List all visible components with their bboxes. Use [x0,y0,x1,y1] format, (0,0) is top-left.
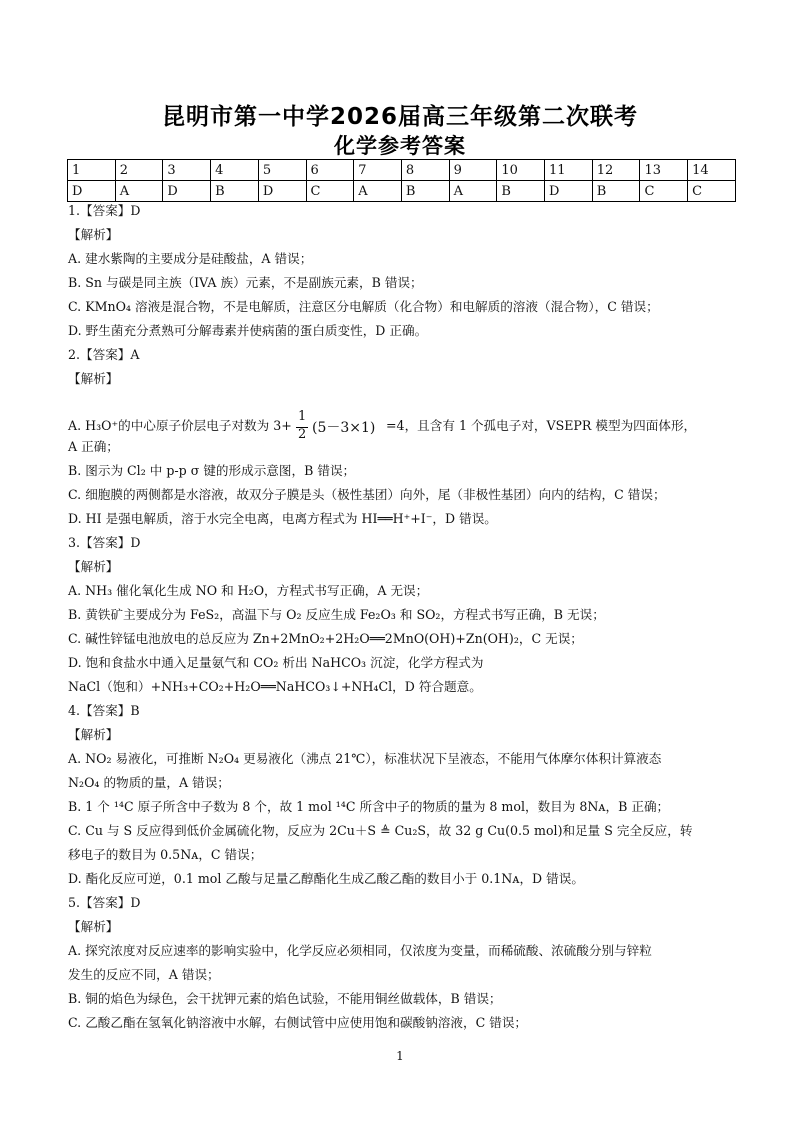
explanation-line: C. 乙酸乙酯在氢氧化钠溶液中水解，右侧试管中应使用饱和碳酸钠溶液，C 错误； [68,1015,528,1030]
analysis-label: 【解析】 [68,227,119,242]
explanation-line: A. 建水紫陶的主要成分是硅酸盐，A 错误； [68,251,313,266]
explanation-line: A 正确； [68,439,119,454]
answer-table-answer-row [68,181,736,202]
question-number-cell: 14 [688,160,736,181]
answer-cell: C [688,181,736,202]
answer-heading: 3.【答案】D [68,535,141,550]
answer-cell: C [640,181,688,202]
answer-cell: B [211,181,259,202]
explanation-line: A. NO₂ 易液化，可推断 N₂O₄ 更易液化（沸点 21℃），标准状况下呈液态，不能用气体摩尔体积计算液态 [68,751,662,766]
explanation-line: D. 饱和食盐水中通入足量氨气和 CO₂ 析出 NaHCO₃ 沉淀，化学方程式为 [68,655,484,670]
question-number-cell: 10 [497,160,545,181]
explanation-line: C. KMnO₄ 溶液是混合物，不是电解质，注意区分电解质（化合物）和电解质的溶液（混合物），C 错误； [68,299,659,314]
explanation-line: C. 碱性锌锰电池放电的总反应为 Zn+2MnO₂+2H₂O══2MnO(OH)+Zn(OH)₂，C 无误； [68,631,583,646]
fraction-numerator: 1 [298,409,307,424]
explanation-line: B. 1 个 ¹⁴C 原子所含中子数为 8 个，故 1 mol ¹⁴C 所含中子的物质的量为 8 mol，数目为 8Nᴀ，B 正确； [68,799,670,814]
fraction-denominator: 2 [298,427,307,442]
page-subtitle: 化学参考答案 [334,134,466,158]
question-number-cell: 1 [68,160,116,181]
explanation-line: C. Cu 与 S 反应得到低价金属硫化物，反应为 2Cu＋S ≜ Cu₂S，故 32 g Cu(0.5 mol)和足量 S 完全反应，转 [68,823,693,838]
answer-cell: B [497,181,545,202]
explanation-line: NaCl（饱和）+NH₃+CO₂+H₂O══NaHCO₃↓+NH₄Cl，D 符合题意。 [68,679,482,694]
explanation-line: 移电子的数目为 0.5Nᴀ，C 错误； [68,847,263,862]
question-number-cell: 2 [115,160,163,181]
answer-heading: 1.【答案】D [68,203,141,218]
question-number-cell: 5 [258,160,306,181]
answer-cell: D [68,181,116,202]
analysis-label: 【解析】 [68,559,119,574]
answer-cell: A [354,181,402,202]
explanation-line: B. Sn 与碳是同主族（IVA 族）元素，不是副族元素，B 错误； [68,275,423,290]
explanation-line: 发生的反应不同，A 错误； [68,967,220,982]
question-number-cell: 13 [640,160,688,181]
question-number-cell: 12 [592,160,640,181]
question-number-cell: 7 [354,160,402,181]
explanation-line: D. HI 是强电解质，溶于水完全电离，电离方程式为 HI══H⁺+I⁻，D 错误。 [68,511,497,526]
page-number: 1 [396,1049,404,1063]
analysis-label: 【解析】 [68,727,119,742]
answer-cell: B [401,181,449,202]
question-number-cell: 6 [306,160,354,181]
page-title: 昆明市第一中学2026届高三年级第二次联考 [161,104,638,130]
answer-cell: D [545,181,593,202]
answer-cell: C [306,181,354,202]
answer-cell: A [449,181,497,202]
answer-table [67,159,736,202]
explanation-line: N₂O₄ 的物质的量，A 错误； [68,775,230,790]
explanation-line: B. 铜的焰色为绿色，会干扰钾元素的焰色试验，不能用铜丝做载体，B 错误； [68,991,502,1006]
explanation-line: A. NH₃ 催化氧化生成 NO 和 H₂O，方程式书写正确，A 无误； [68,583,429,598]
question-number-cell: 8 [401,160,449,181]
analysis-label: 【解析】 [68,371,119,386]
answer-heading: 2.【答案】A [68,347,140,362]
answer-cell: D [258,181,306,202]
explanation-line: B. 黄铁矿主要成分为 FeS₂，高温下与 O₂ 反应生成 Fe₂O₃ 和 SO₂，方程式书写正确，B 无误； [68,607,605,622]
question-number-cell: 4 [211,160,259,181]
explanation-line: B. 图示为 Cl₂ 中 p-p σ 键的形成示意图，B 错误； [68,463,356,478]
explanation-line: A. H₃O⁺的中心原子价层电子对数为 3+ [68,418,292,433]
explanation-line: =4，且含有 1 个孤电子对，VSEPR 模型为四面体形， [386,418,697,433]
question-number-cell: 9 [449,160,497,181]
answer-cell: D [163,181,211,202]
answer-heading: 5.【答案】D [68,895,141,910]
answer-table-number-row [68,160,736,181]
explanation-line: D. 酯化反应可逆，0.1 mol 乙酸与足量乙醇酯化生成乙酸乙酯的数目小于 0.1Nᴀ，D 错误。 [68,871,584,886]
answer-heading: 4.【答案】B [68,703,140,718]
explanation-line: D. 野生菌充分煮熟可分解毒素并使病菌的蛋白质变性，D 正确。 [68,323,428,338]
explanation-line: A. 探究浓度对反应速率的影响实验中，化学反应必须相同，仅浓度为变量，而稀硫酸、浓硫酸分别与锌粒 [68,943,652,958]
answer-cell: B [592,181,640,202]
explanation-line: C. 细胞膜的两侧都是水溶液，故双分子膜是头（极性基团）向外，尾（非极性基团）向内的结构，C 错误； [68,487,666,502]
question-number-cell: 11 [545,160,593,181]
answer-cell: A [115,181,163,202]
analysis-label: 【解析】 [68,919,119,934]
question-number-cell: 3 [163,160,211,181]
fraction-expression-text: (5－3×1) [312,420,376,436]
